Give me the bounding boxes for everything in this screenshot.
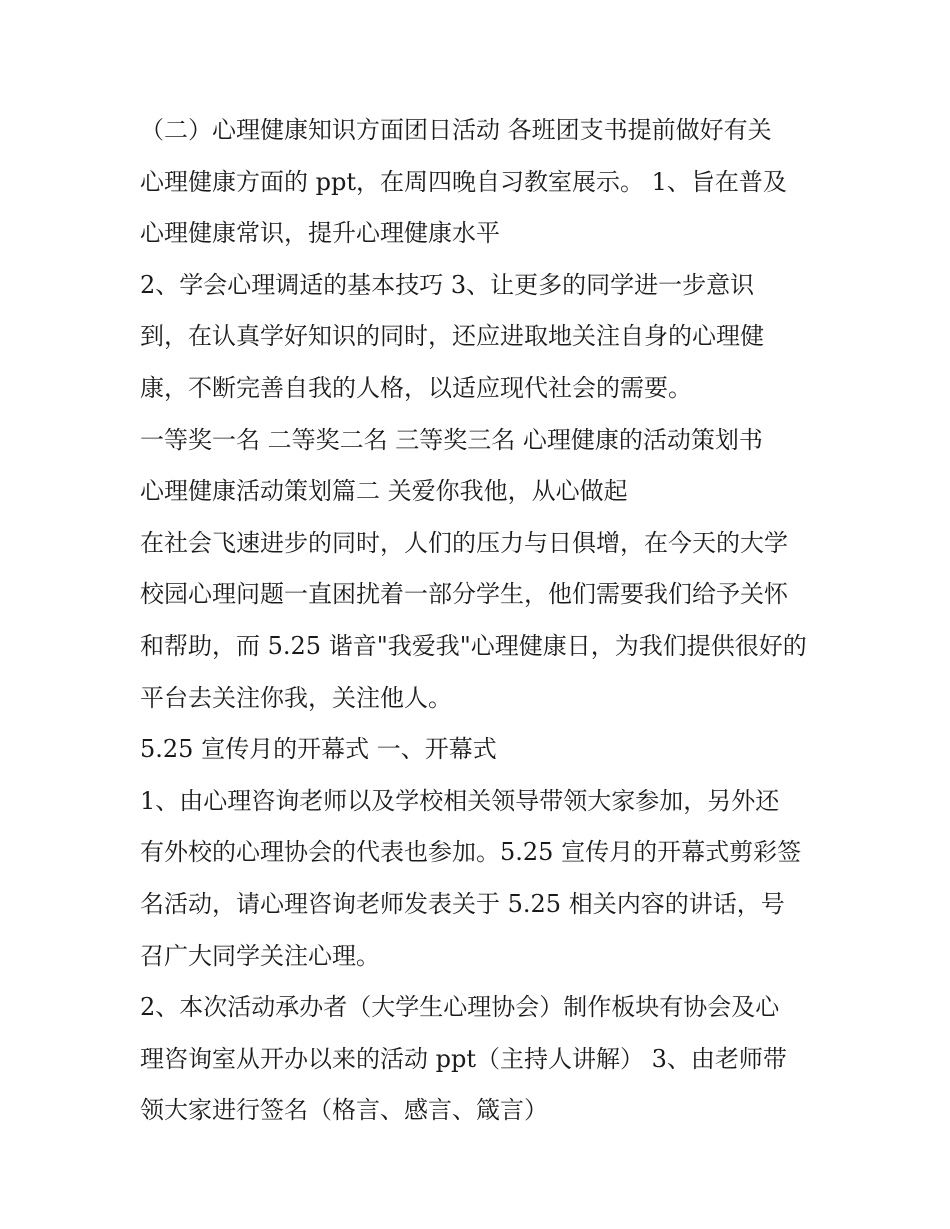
text-line: 和帮助，而 5.25 谐音"我爱我"心理健康日，为我们提供很好的 [140, 631, 807, 660]
text-line: 召广大同学关注心理。 [140, 941, 380, 970]
text-line: 心理健康常识，提升心理健康水平 [140, 219, 500, 248]
text-line: 领大家进行签名（格言、感言、箴言） [140, 1096, 548, 1125]
text-line: 平台去关注你我，关注他人。 [140, 683, 452, 712]
text-line: 2、本次活动承办者（大学生心理协会）制作板块有协会及心 [140, 993, 780, 1022]
text-line: 到，在认真学好知识的同时，还应进取地关注自身的心理健 [140, 322, 764, 351]
text-line: 1、由心理咨询老师以及学校相关领导带领大家参加，另外还 [140, 786, 780, 815]
text-line: 5.25 宣传月的开幕式 一、开幕式 [140, 735, 497, 764]
text-line: 有外校的心理协会的代表也参加。5.25 宣传月的开幕式剪彩签 [140, 838, 802, 867]
text-line: 一等奖一名 二等奖二名 三等奖三名 心理健康的活动策划书 [140, 425, 763, 454]
text-line: 2、学会心理调适的基本技巧 3、让更多的同学进一步意识 [140, 270, 755, 299]
document-body [140, 110, 820, 1142]
text-line: 康，不断完善自我的人格，以适应现代社会的需要。 [140, 373, 692, 402]
text-line: 心理健康活动策划篇二 关爱你我他，从心做起 [140, 477, 628, 506]
text-line: 名活动，请心理咨询老师发表关于 5.25 相关内容的讲话，号 [140, 889, 785, 918]
text-line: 理咨询室从开办以来的活动 ppt（主持人讲解） 3、由老师带 [140, 1044, 787, 1073]
text-line: 在社会飞速进步的同时，人们的压力与日俱增，在今天的大学 [140, 528, 788, 557]
text-line: 心理健康方面的 ppt，在周四晚自习教室展示。 1、旨在普及 [140, 167, 787, 196]
text-line: 校园心理问题一直困扰着一部分学生，他们需要我们给予关怀 [140, 580, 788, 609]
text-line: （二）心理健康知识方面团日活动 各班团支书提前做好有关 [140, 116, 772, 144]
